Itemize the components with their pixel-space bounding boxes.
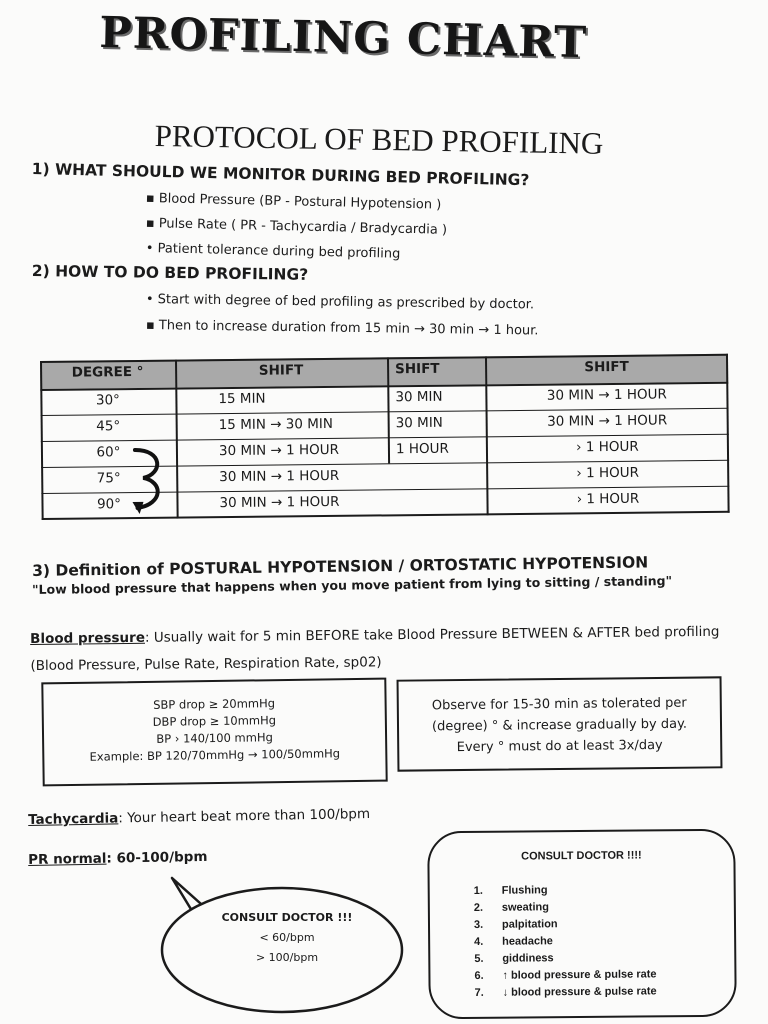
list-text: ↑ blood pressure & pulse rate bbox=[502, 968, 657, 982]
table-cell-degree: 60° bbox=[96, 444, 121, 461]
protocol-heading: PROTOCOL OF BED PROFILING bbox=[154, 118, 604, 161]
list-text: Flushing bbox=[501, 884, 548, 897]
table-cell: 30 MIN → 1 HOUR bbox=[546, 386, 667, 404]
list-number: 7. bbox=[474, 986, 484, 999]
list-text: sweating bbox=[501, 901, 549, 914]
table-cell-degree: 75° bbox=[96, 470, 121, 487]
table-cell: 15 MIN bbox=[218, 390, 266, 408]
list-text: palpitation bbox=[501, 918, 558, 931]
table-cell: 30 MIN → 1 HOUR bbox=[218, 441, 340, 460]
table-cell: › 1 HOUR bbox=[576, 464, 640, 482]
section2-bullet: ▪ Then to increase duration from 15 min → 30 min → 1 hour. bbox=[145, 318, 539, 339]
list-text: headache bbox=[502, 935, 553, 948]
observe-line: Observe for 15-30 min as tolerated per bbox=[431, 695, 687, 714]
list-number: 1. bbox=[473, 884, 483, 897]
bp-criteria-line: SBP drop ≥ 20mmHg bbox=[153, 696, 276, 712]
consult-doctor-box bbox=[427, 829, 737, 1020]
list-text: ↓ blood pressure & pulse rate bbox=[502, 985, 657, 999]
table-cell: › 1 HOUR bbox=[576, 490, 640, 508]
list-item bbox=[474, 881, 656, 900]
hypotension-definition: "Low blood pressure that happens when you move patient from lying to sitting / standing" bbox=[32, 573, 673, 597]
bp-criteria-line: Example: BP 120/70mmHg → 100/50mmHg bbox=[89, 746, 341, 764]
list-item bbox=[474, 898, 656, 917]
observe-line: Every ° must do at least 3x/day bbox=[456, 737, 663, 756]
list-item bbox=[474, 966, 656, 985]
section1-bullet: • Patient tolerance during bed profiling bbox=[145, 241, 401, 262]
bubble-line: > 100/bpm bbox=[255, 951, 319, 964]
table-cell: 30 MIN → 1 HOUR bbox=[547, 412, 668, 430]
table-header-shift: SHIFT bbox=[387, 356, 485, 385]
blood-pressure-text: : Usually wait for 5 min BEFORE take Blood Pressure BETWEEN & AFTER bed profiling (Blood Pressure, Pulse Rate, Respiration Rate, sp02) bbox=[30, 623, 720, 674]
list-text: giddiness bbox=[502, 952, 554, 965]
section3-heading: 3) Definition of POSTURAL HYPOTENSION / ORTOSTATIC HYPOTENSION bbox=[32, 553, 649, 580]
blood-pressure-label: Blood pressure bbox=[30, 629, 146, 647]
table-cell: 30 MIN → 1 HOUR bbox=[219, 467, 340, 486]
bp-criteria-line: DBP drop ≥ 10mmHg bbox=[152, 713, 277, 729]
bubble-text bbox=[202, 908, 372, 968]
pr-normal-text: : 60-100/bpm bbox=[106, 848, 208, 867]
tachycardia-text: : Your heart beat more than 100/bpm bbox=[118, 806, 371, 827]
list-number: 6. bbox=[474, 969, 484, 982]
table-cell: 30 MIN bbox=[395, 388, 443, 406]
tachycardia-line bbox=[28, 806, 370, 828]
list-number: 3. bbox=[473, 918, 484, 931]
section2-bullet: • Start with degree of bed profiling as prescribed by doctor. bbox=[145, 292, 535, 313]
observe-line: (degree) ° & increase gradually by day. bbox=[431, 716, 688, 735]
curved-arrow-icon bbox=[129, 444, 170, 516]
consult-list bbox=[474, 881, 657, 1002]
list-item bbox=[474, 949, 656, 968]
table-header-shift: SHIFT bbox=[175, 357, 387, 387]
section1-bullet: ▪ Pulse Rate ( PR - Tachycardia / Bradycardia ) bbox=[145, 216, 448, 238]
bubble-title: CONSULT DOCTOR !!! bbox=[221, 911, 353, 924]
blood-pressure-paragraph bbox=[30, 618, 751, 680]
pr-normal-line bbox=[28, 849, 208, 868]
table-cell: › 1 HOUR bbox=[576, 438, 639, 456]
list-number: 5. bbox=[474, 952, 484, 965]
table-cell-degree: 45° bbox=[96, 418, 121, 435]
table-border bbox=[726, 354, 730, 513]
section1-bullet: ▪ Blood Pressure (BP - Postural Hypotension ) bbox=[145, 191, 442, 213]
list-item bbox=[475, 983, 657, 1002]
section2-heading: 2) HOW TO DO BED PROFILING? bbox=[31, 262, 309, 284]
bp-criteria-box bbox=[41, 678, 387, 787]
bp-criteria-line: BP › 140/100 mmHg bbox=[156, 730, 273, 746]
list-item bbox=[474, 915, 656, 934]
pr-normal-label: PR normal bbox=[28, 850, 107, 868]
table-header-degree: DEGREE ° bbox=[40, 360, 175, 389]
list-number: 2. bbox=[473, 901, 484, 914]
table-cell: 1 HOUR bbox=[395, 440, 449, 458]
list-number: 4. bbox=[474, 935, 484, 948]
page-title: PROFILING CHART bbox=[98, 8, 588, 69]
section1-heading: 1) WHAT SHOULD WE MONITOR DURING BED PROFILING? bbox=[31, 160, 530, 190]
table-cell: 30 MIN → 1 HOUR bbox=[219, 493, 340, 512]
tachycardia-label: Tachycardia bbox=[28, 810, 119, 828]
table-cell-degree: 30° bbox=[95, 392, 120, 409]
consult-title: CONSULT DOCTOR !!!! bbox=[521, 849, 642, 863]
list-item bbox=[474, 932, 656, 951]
bubble-line: < 60/bpm bbox=[259, 931, 315, 944]
profiling-table bbox=[40, 354, 730, 519]
table-cell: 30 MIN bbox=[395, 414, 443, 432]
table-header-shift: SHIFT bbox=[485, 354, 728, 385]
table-cell: 15 MIN → 30 MIN bbox=[218, 415, 334, 434]
observe-box bbox=[397, 676, 723, 771]
table-cell-degree: 90° bbox=[96, 496, 122, 513]
